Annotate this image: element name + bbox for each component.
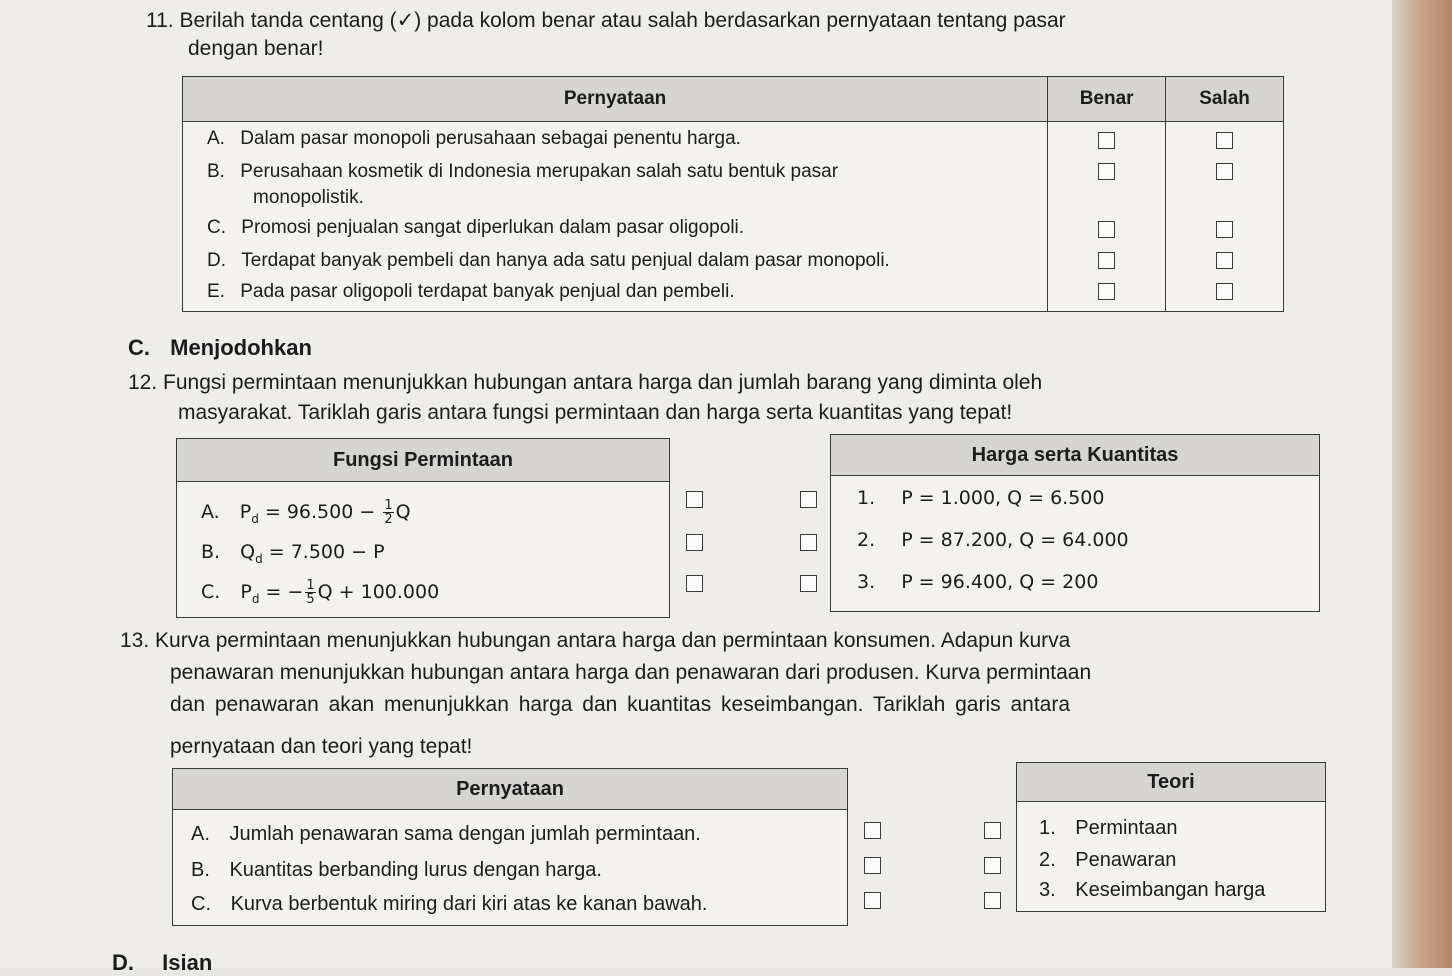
q13-left-dot-c[interactable] [864,892,881,909]
q13-left-dot-a[interactable] [864,822,881,839]
section-c-heading [128,335,312,361]
q11-table [182,76,1284,312]
section-c-title: Menjodohkan [170,335,312,360]
q11-row-text: Perusahaan kosmetik di Indonesia merupakan salah satu bentuk pasar [240,161,839,182]
q12-left-item-a: A. $P_d = 96.500$ − $\frac{1}{2}$ Q [201,498,411,527]
q11-row-d [183,244,1284,275]
q11-row-e [183,275,1284,312]
q12-right-dot-3[interactable] [800,575,817,592]
q11-row-text: Promosi penjualan sangat diperlukan dalam pasar oligopoli. [241,217,745,238]
q12-left-dot-c[interactable] [686,575,703,592]
q12-text-line1: Fungsi permintaan menunjukkan hubungan antara harga dan jumlah barang yang diminta oleh [163,371,1043,394]
section-d-heading [112,950,212,976]
salah-checkbox-d[interactable] [1216,252,1233,269]
section-c-letter: C. [128,335,150,360]
q11-row-letter: C. [207,217,226,238]
q13-text-line4: pernyataan dan teori yang tepat! [170,735,473,758]
q13-left-item-a: A. Jumlah penawaran sama dengan jumlah permintaan. [191,823,701,845]
q13-right-dot-2[interactable] [984,857,1001,874]
q11-header-salah: Salah [1166,77,1284,122]
q11-header-pernyataan: Pernyataan [183,77,1048,122]
q11-row-a [183,122,1284,156]
q11-number: 11. [146,9,174,32]
q12-left-dot-b[interactable] [686,534,703,551]
q11-row-letter: D. [207,250,226,271]
q12-right-dot-1[interactable] [800,491,817,508]
q12-text-line2: masyarakat. Tariklah garis antara fungsi permintaan dan harga serta kuantitas yang tepat! [178,401,1013,424]
q12-number: 12. [128,371,158,394]
benar-checkbox-a[interactable] [1098,132,1115,149]
section-d-letter: D. [112,950,134,975]
q12-right-item-2: 2. P = 87.200, Q = 64.000 [857,529,1129,551]
benar-checkbox-b[interactable] [1098,163,1115,180]
q13-right-dot-3[interactable] [984,892,1001,909]
q12-right-box [830,434,1320,612]
q12-right-dot-2[interactable] [800,534,817,551]
q13-left-dot-b[interactable] [864,857,881,874]
q11-line1 [146,8,1066,34]
q12-left-box [176,438,670,618]
benar-checkbox-e[interactable] [1098,283,1115,300]
q11-text-line1: Berilah tanda centang (✓) pada kolom benar atau salah berdasarkan pernyataan tentang pasar [179,9,1066,32]
page-edge [1392,0,1452,968]
q13-right-item-1: 1. Permintaan [1039,817,1178,839]
q13-right-header: Teori [1017,763,1325,802]
q11-row-b [183,155,1284,213]
q13-left-item-b: B. Kuantitas berbanding lurus dengan harga. [191,859,602,881]
q11-row-text: Dalam pasar monopoli perusahaan sebagai penentu harga. [240,128,741,149]
q11-row-letter: B. [207,161,225,182]
q13-right-dot-1[interactable] [984,822,1001,839]
q13-number: 13. [120,629,150,652]
q12-left-item-b: B. $Q_d = 7.500 - P$ [201,541,385,566]
q11-row-letter: E. [207,281,225,302]
salah-checkbox-a[interactable] [1216,132,1233,149]
q13-right-item-3: 3. Keseimbangan harga [1039,879,1266,901]
q11-text-line2: dengan benar! [188,37,324,60]
q11-row-c [183,213,1284,244]
q13-left-box [172,768,848,926]
salah-checkbox-c[interactable] [1216,221,1233,238]
q11-row-text: Pada pasar oligopoli terdapat banyak penjual dan pembeli. [240,281,735,302]
q11-row-text-cont: monopolistik. [253,187,364,208]
q13-right-item-2: 2. Penawaran [1039,849,1177,871]
q13-left-header: Pernyataan [173,769,847,810]
q12-left-item-c: C. $P_d$ = − $\frac{1}{5}$ Q + 100.000 [201,578,440,607]
q12-right-item-1: 1. P = 1.000, Q = 6.500 [857,487,1105,509]
q11-header-benar: Benar [1048,77,1166,122]
q13-left-item-c: C. Kurva berbentuk miring dari kiri atas ke kanan bawah. [191,893,708,915]
section-d-title: Isian [162,950,213,975]
q12-line1 [128,370,1042,396]
q12-right-header: Harga serta Kuantitas [831,435,1319,476]
benar-checkbox-d[interactable] [1098,252,1115,269]
q11-row-letter: A. [207,128,225,149]
salah-checkbox-e[interactable] [1216,283,1233,300]
q13-text-line3: dan penawaran akan menunjukkan harga dan kuantitas keseimbangan. Tariklah garis antara [170,693,1071,716]
q13-line1 [120,628,1070,654]
q12-left-dot-a[interactable] [686,491,703,508]
benar-checkbox-c[interactable] [1098,221,1115,238]
q11-row-text: Terdapat banyak pembeli dan hanya ada satu penjual dalam pasar monopoli. [241,250,890,271]
q12-right-item-3: 3. P = 96.400, Q = 200 [857,571,1099,593]
q13-text-line1: Kurva permintaan menunjukkan hubungan antara harga dan permintaan konsumen. Adapun kurva [155,629,1071,652]
q13-right-box [1016,762,1326,912]
q13-text-line2: penawaran menunjukkan hubungan antara harga dan penawaran dari produsen. Kurva permintaan [170,661,1092,684]
q12-left-header: Fungsi Permintaan [177,439,669,482]
salah-checkbox-b[interactable] [1216,163,1233,180]
